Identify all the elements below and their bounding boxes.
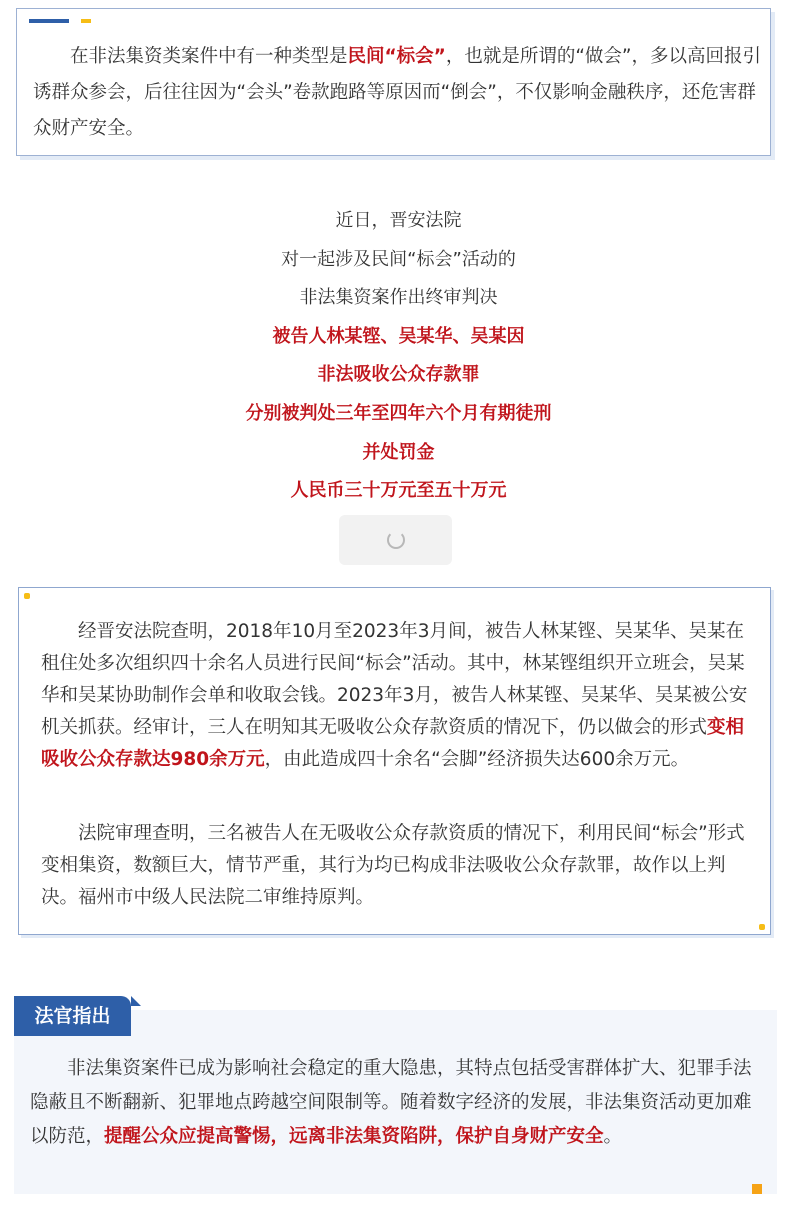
judge-highlight: 提醒公众应提高警惕，远离非法集资陷阱，保护自身财产安全	[104, 1126, 604, 1147]
tag-corner-decor	[131, 996, 141, 1006]
decor-square-bottom-right	[752, 1184, 762, 1194]
details-text-b: ，由此造成四十余名“会脚”经济损失达600余万元。	[264, 749, 690, 770]
image-loading-placeholder	[339, 515, 452, 565]
judge-comment-section	[14, 996, 777, 1194]
summary-highlight-line: 并处罚金	[362, 441, 435, 463]
summary-line: 近日，晋安法院	[335, 210, 462, 231]
summary-line: 非法集资案作出终审判决	[299, 287, 498, 309]
judge-tag-label: 法官指出	[34, 1005, 111, 1027]
judge-comment-tag	[14, 996, 131, 1036]
judge-text-b: 。	[603, 1126, 623, 1147]
summary-highlight-line: 分别被判处三年至四年六个月有期徒刑	[245, 402, 552, 424]
intro-text-b: ，也就是所谓的“做会”，多以高回报引诱群众参会，后往往因为“会头”卷款跑路等原因而“倒会”，不仅影响金融秩序，还危害群众财产安全。	[33, 46, 762, 139]
decor-bar-yellow	[81, 19, 91, 23]
verdict-summary	[0, 202, 797, 511]
case-details-box	[18, 587, 771, 935]
decor-dot-bottom-right	[759, 924, 765, 930]
details-highlight: 变相吸收公众存款达980余万元	[41, 717, 745, 770]
intro-box	[16, 8, 771, 156]
case-details-paragraph-1	[41, 616, 753, 776]
judge-text-a: 非法集资案件已成为影响社会稳定的重大隐患，其特点包括受害群体扩大、犯罪手法隐蔽且不断翻新、犯罪地点跨越空间限制等。随着数字经济的发展，非法集资活动更加难以防范，	[30, 1058, 752, 1147]
summary-highlight-line: 人民币三十万元至五十万元	[290, 480, 507, 502]
intro-paragraph	[33, 39, 761, 147]
judge-comment-text	[30, 1052, 764, 1154]
loading-spinner-icon	[387, 531, 405, 549]
summary-highlight-line: 非法吸收公众存款罪	[317, 364, 480, 386]
intro-text-a: 在非法集资类案件中有一种类型是	[70, 46, 348, 67]
details-text-a: 经晋安法院查明，2018年10月至2023年3月间，被告人林某铿、吴某华、吴某在租住处多次组织四十余名人员进行民间“标会”活动。其中，林某铿组织开立班会，吴某华和吴某协助制作会单和收取会钱。2023年3月，被告人林某铿、吴某华、吴某被公安机关抓获。经审计，三人在明知其无吸收公众存款资质的情况下，仍以做会的形式	[41, 621, 748, 738]
decor-dot-top-left	[24, 593, 30, 599]
decor-bar-blue	[29, 19, 69, 23]
summary-highlight-line: 被告人林某铿、吴某华、吴某因	[272, 325, 525, 347]
case-details-paragraph-2: 法院审理查明，三名被告人在无吸收公众存款资质的情况下，利用民间“标会”形式变相集资，数额巨大，情节严重，其行为均已构成非法吸收公众存款罪，故作以上判决。福州市中级人民法院二审维持原判。	[41, 823, 745, 908]
summary-line: 对一起涉及民间“标会”活动的	[281, 248, 516, 270]
intro-highlight: 民间“标会”	[347, 46, 446, 67]
